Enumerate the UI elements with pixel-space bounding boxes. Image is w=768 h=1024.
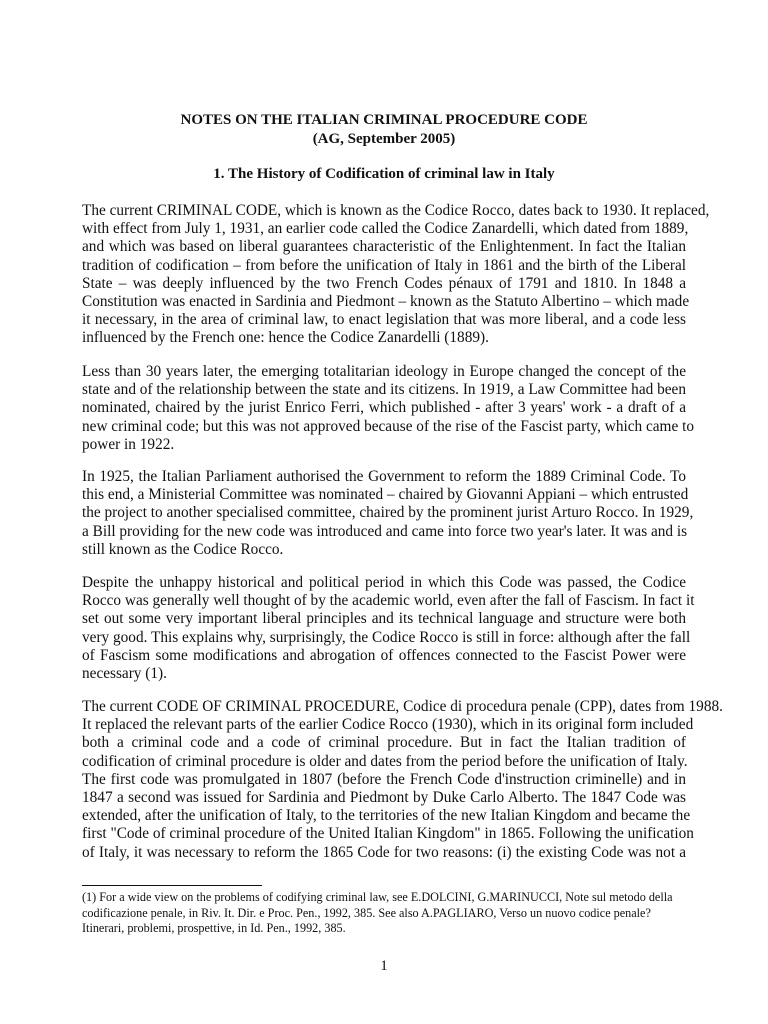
paragraph-5 bbox=[82, 698, 723, 862]
footnote-line: Itinerari, problemi, prospettive, in Id. Pen., 1992, 385. bbox=[82, 921, 346, 935]
paragraph-line: The first code was promulgated in 1807 (before the French Code d'instruction criminelle) and in bbox=[82, 770, 686, 788]
paragraph-line: this end, a Ministerial Committee was nominated – chaired by Giovanni Appiani – which entrusted bbox=[82, 486, 689, 504]
paragraph-line: nominated, chaired by the jurist Enrico Ferri, which published - after 3 years' work - a draft of a bbox=[82, 399, 686, 417]
footnote-line: (1) For a wide view on the problems of codifying criminal law, see E.DOLCINI, G.MARINUCCI, Note sul metodo della bbox=[82, 890, 673, 904]
paragraph-line: the project to another specialised committee, chaired by the prominent jurist Arturo Rocco. In 1929, bbox=[82, 504, 694, 522]
section-heading bbox=[0, 165, 768, 183]
paragraph-4 bbox=[82, 574, 695, 683]
paragraph-line: state and of the relationship between the state and its citizens. In 1919, a Law Committee had been bbox=[82, 381, 686, 399]
paragraph-3 bbox=[82, 468, 694, 559]
paragraph-line: set out some very important liberal principles and its technical language and structure were both bbox=[82, 610, 686, 628]
page-number: 1 bbox=[380, 958, 388, 974]
paragraph-2 bbox=[82, 363, 694, 454]
paragraph-line: extended, after the unification of Italy, to the territories of the new Italian Kingdom and became the bbox=[82, 807, 691, 825]
paragraph-line: it necessary, in the area of criminal law, to enact legislation that was more liberal, and a code less bbox=[82, 311, 686, 329]
paragraph-line: Despite the unhappy historical and political period in which this Code was passed, the Codice bbox=[82, 574, 686, 591]
paragraph-line: with effect from July 1, 1931, an earlier code called the Codice Zanardelli, which dated from 1889, bbox=[82, 220, 689, 238]
paragraph-line: necessary (1). bbox=[82, 665, 167, 683]
paragraph-line: of Italy, it was necessary to reform the 1865 Code for two reasons: (i) the existing Code was not a bbox=[82, 843, 686, 861]
paragraph-line: In 1925, the Italian Parliament authorised the Government to reform the 1889 Criminal Code. To bbox=[82, 468, 686, 485]
paragraph-line: power in 1922. bbox=[82, 435, 175, 453]
paragraph-line: very good. This explains why, surprisingly, the Codice Rocco is still in force: although after the fall bbox=[82, 628, 691, 646]
footnote-divider bbox=[82, 885, 262, 886]
paragraph-line: and which was based on liberal guarantees characteristic of the Enlightenment. In fact the Italian bbox=[82, 238, 686, 256]
footnote-line: codificazione penale, in Riv. It. Dir. e Proc. Pen., 1992, 385. See also A.PAGLIARO, Verso un nuovo codice penale? bbox=[82, 905, 651, 920]
section-heading-text: 1. The History of Codification of criminal law in Italy bbox=[213, 166, 555, 182]
paragraph-line: still known as the Codice Rocco. bbox=[82, 540, 284, 558]
paragraph-line: It replaced the relevant parts of the earlier Codice Rocco (1930), which in its original form included bbox=[82, 716, 694, 734]
paragraph-line: of Fascism some modifications and abrogation of offences connected to the Fascist Power were bbox=[82, 646, 686, 664]
paragraph-line: a Bill providing for the new code was introduced and came into force two year's later. It was and is bbox=[82, 522, 688, 540]
footnote bbox=[82, 890, 686, 937]
paragraph-line: codification of criminal procedure is older and dates from the period before the unification of Italy. bbox=[82, 752, 688, 770]
paragraph-line: Constitution was enacted in Sardinia and Piedmont – known as the Statuto Albertino – which made bbox=[82, 293, 690, 311]
paragraph-line: State – was deeply influenced by the two French Codes pénaux of 1791 and 1810. In 1848 a bbox=[82, 274, 686, 292]
paragraph-line: tradition of codification – from before the unification of Italy in 1861 and the birth of the Liberal bbox=[82, 256, 686, 274]
paragraph-line: both a criminal code and a code of criminal procedure. But in fact the Italian tradition of bbox=[82, 734, 686, 752]
paragraph-line: new criminal code; but this was not approved because of the rise of the Fascist party, which came to bbox=[82, 417, 694, 435]
paragraph-line: first "Code of criminal procedure of the United Italian Kingdom" in 1865. Following the unification bbox=[82, 825, 694, 843]
paragraph-line: Rocco was generally well thought of by the academic world, even after the fall of Fascism. In fact it bbox=[82, 592, 695, 610]
paragraph-line: Less than 30 years later, the emerging totalitarian ideology in Europe changed the concept of the bbox=[82, 363, 686, 380]
paragraph-line: The current CRIMINAL CODE, which is known as the Codice Rocco, dates back to 1930. It replaced, bbox=[82, 202, 710, 219]
paragraph-line: 1847 a second was issued for Sardinia and Piedmont by Duke Carlo Alberto. The 1847 Code was bbox=[82, 789, 686, 807]
paragraph-line: The current CODE OF CRIMINAL PROCEDURE, Codice di procedura penale (CPP), dates from 1988. bbox=[82, 698, 723, 715]
paragraph-1 bbox=[82, 202, 710, 348]
document-subtitle: (AG, September 2005) bbox=[312, 131, 456, 147]
paragraph-line: influenced by the French one: hence the Codice Zanardelli (1889). bbox=[82, 329, 489, 347]
document-title: NOTES ON THE ITALIAN CRIMINAL PROCEDURE CODE bbox=[180, 112, 588, 128]
